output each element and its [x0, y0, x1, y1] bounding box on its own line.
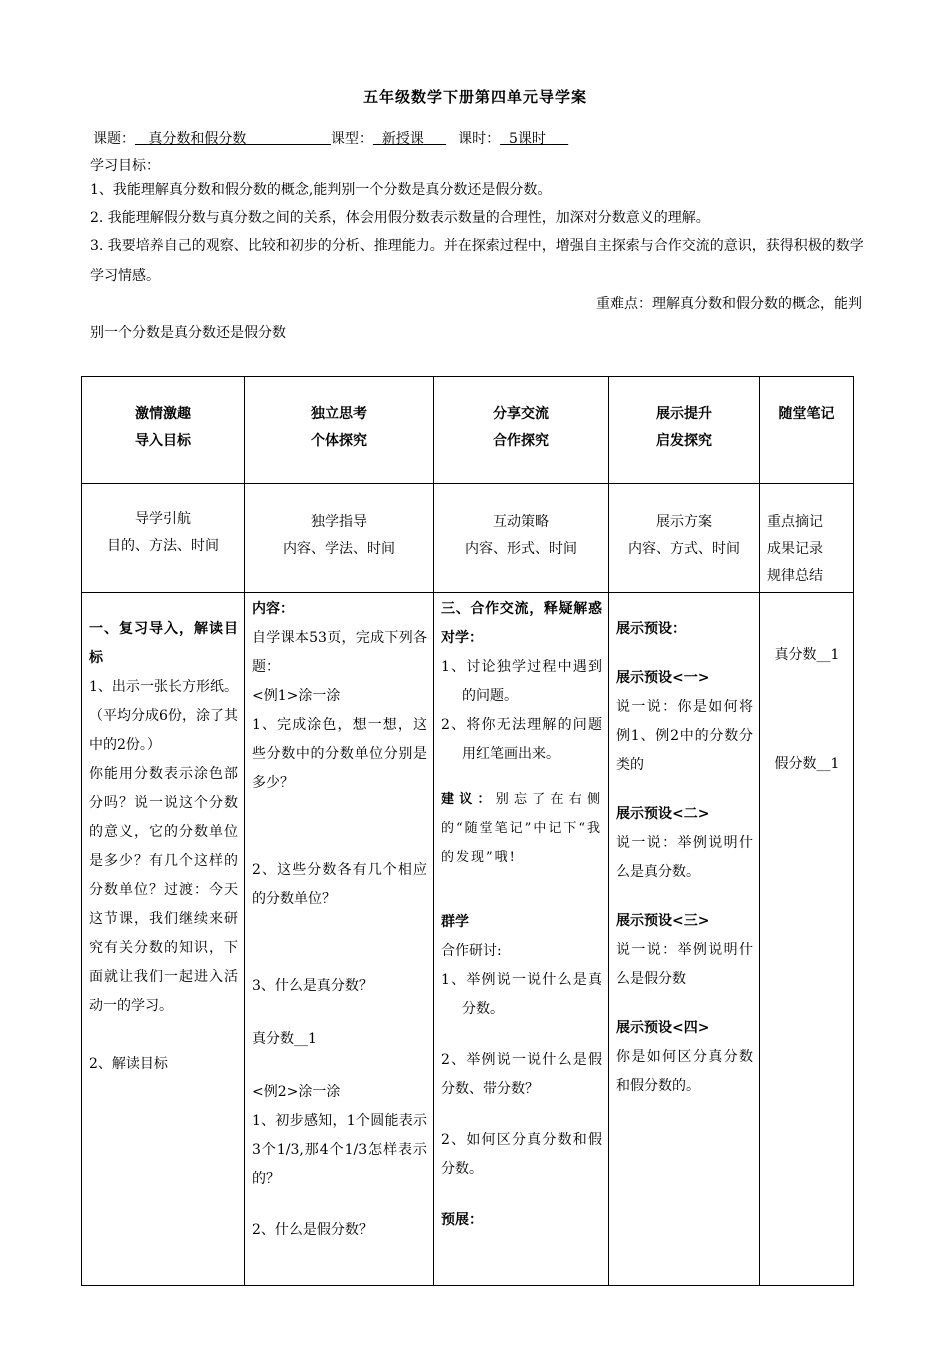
goal-item-2: 2. 我能理解假分数与真分数之间的关系，体会用假分数表示数量的合理性，加深对分数意义的理解。 — [90, 210, 710, 226]
self-study-paragraph-1: 自学课本53页，完成下列各题： — [252, 630, 427, 675]
notes-column — [760, 593, 854, 1286]
preset-4-text: 你是如何区分真分数和假分数的。 — [616, 1049, 753, 1094]
example-2-label: <例2>涂一涂 — [252, 1084, 341, 1100]
subheader-cell-3: 互动策略 内容、形式、时间 — [434, 484, 609, 593]
pair-item-2: 2、将你无法理解的问题用红笔画出来。 — [441, 717, 602, 762]
suggestion: 建议：别忘了在右侧的“随堂笔记”中记下“我的发现”哦! — [441, 792, 602, 865]
presentation-heading: 展示预设： — [616, 621, 686, 637]
goals-heading: 学习目标： — [90, 158, 160, 174]
example-1-label: <例1>涂一涂 — [252, 688, 341, 704]
document-title: 五年级数学下册第四单元导学案 — [362, 88, 587, 106]
key-points-line-2: 别一个分数是真分数还是假分数 — [90, 325, 286, 341]
group-item-2: 2、举例说一说什么是假分数、带分数？ — [441, 1052, 602, 1097]
group-item-1: 1、举例说一说什么是真分数。 — [441, 972, 602, 1017]
preset-3-title: 展示预设<三> — [616, 913, 710, 929]
preview-label: 预展： — [441, 1212, 483, 1228]
study-plan-table — [81, 376, 854, 1286]
preset-1-title: 展示预设<一> — [616, 670, 710, 686]
cooperation-column — [434, 593, 609, 1286]
body-row — [82, 593, 854, 1286]
group-heading: 群学 — [441, 914, 469, 930]
intro-heading: 一、复习导入，解读目标 — [89, 621, 238, 666]
self-study-question-5: 2、什么是假分数？ — [252, 1222, 373, 1238]
key-points-line-1: 重难点：理解真分数和假分数的概念，能判 — [596, 296, 862, 312]
subheader-cell-1: 导学引航 目的、方法、时间 — [82, 484, 245, 593]
pair-item-1: 1、讨论独学过程中遇到的问题。 — [441, 659, 602, 704]
proper-fraction-blank: 真分数__1 — [252, 1031, 317, 1047]
intro-paragraph-1: 1、出示一张长方形纸。（平均分成6份，涂了其中的2份。） — [89, 679, 238, 753]
header-cell-3: 分享交流 合作探究 — [434, 377, 609, 484]
group-item-3: 2、如何区分真分数和假分数。 — [441, 1132, 602, 1177]
topic-value: 真分数和假分数 — [148, 131, 247, 147]
type-value: 新授课 — [381, 131, 424, 147]
header-cell-1: 激情激趣 导入目标 — [82, 377, 245, 484]
presentation-column — [609, 593, 760, 1286]
subheader-row — [82, 484, 854, 593]
header-cell-5: 随堂笔记 — [760, 377, 854, 484]
self-study-question-3: 3、什么是真分数？ — [252, 978, 373, 994]
preset-1-text: 说一说：你是如何将例1、例2中的分数分类的 — [616, 699, 753, 773]
intro-column — [82, 593, 245, 1286]
self-study-column — [245, 593, 434, 1286]
lesson-meta-line — [90, 128, 568, 148]
improper-fraction-note: 假分数__1 — [774, 756, 840, 772]
self-study-question-4: 1、初步感知，1个圆能表示3个1/3,那4个1/3怎样表示的？ — [252, 1113, 427, 1187]
header-cell-2: 独立思考 个体探究 — [245, 377, 434, 484]
self-study-question-1: 1、完成涂色，想一想，这些分数中的分数单位分别是多少？ — [252, 717, 427, 791]
group-subheading: 合作研讨: — [441, 943, 502, 959]
goal-item-3: 3. 我要培养自己的观察、比较和初步的分析、推理能力。并在探索过程中，增强自主探索与合作交流的意识，获得积极的数学学习情感。 — [90, 238, 864, 284]
type-label: 课型： — [330, 131, 373, 147]
hours-value: 5课时 — [509, 131, 546, 147]
subheader-cell-4: 展示方案 内容、方式、时间 — [609, 484, 760, 593]
intro-paragraph-2: 你能用分数表示涂色部分吗？说一说这个分数的意义，它的分数单位是多少？有几个这样的分数单位？过渡：今天这节课，我们继续来研究有关分数的知识，下面就让我们一起进入活动一的学习。 — [89, 766, 238, 1014]
header-row — [82, 377, 854, 484]
subheader-cell-2: 独学指导 内容、学法、时间 — [245, 484, 434, 593]
cooperation-heading: 三、合作交流，释疑解惑对学： — [441, 601, 602, 646]
self-study-heading: 内容： — [252, 601, 294, 617]
hours-label: 课时： — [458, 131, 501, 147]
topic-label: 课题： — [93, 131, 135, 147]
preset-3-text: 说一说：举例说明什么是假分数 — [616, 942, 753, 987]
preset-2-title: 展示预设<二> — [616, 806, 710, 822]
self-study-question-2: 2、这些分数各有几个相应的分数单位？ — [252, 862, 427, 907]
preset-4-title: 展示预设<四> — [616, 1020, 710, 1036]
proper-fraction-note: 真分数__1 — [774, 647, 840, 663]
intro-paragraph-3: 2、解读目标 — [89, 1056, 168, 1072]
header-cell-4: 展示提升 启发探究 — [609, 377, 760, 484]
subheader-cell-5: 重点摘记 成果记录 规律总结 — [760, 484, 854, 593]
preset-2-text: 说一说：举例说明什么是真分数。 — [616, 835, 753, 880]
goal-item-1: 1、我能理解真分数和假分数的概念,能判别一个分数是真分数还是假分数。 — [90, 182, 552, 198]
